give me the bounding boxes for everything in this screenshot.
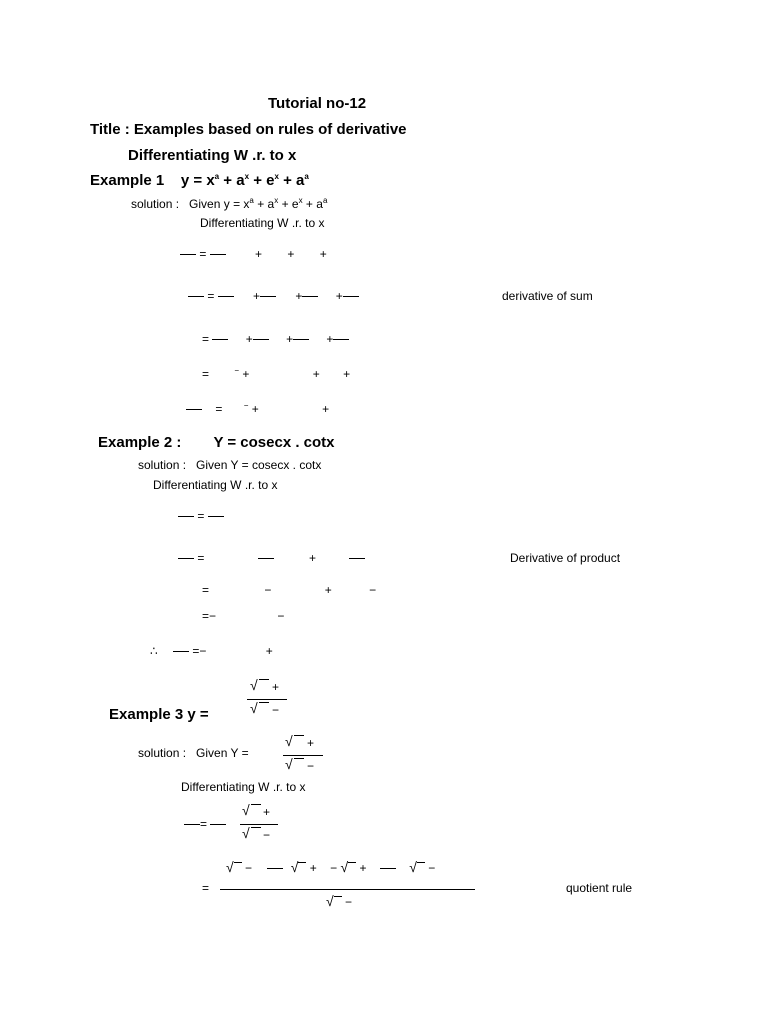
sqrt-symbol: √ <box>285 756 293 772</box>
example-2-heading <box>98 434 335 451</box>
ex1-step-1: = + + + <box>180 247 327 261</box>
ex2-step-4: =− − <box>202 609 285 623</box>
ex1-step-4: = − + + + <box>202 366 351 381</box>
sqrt-symbol: √ <box>242 802 250 818</box>
example-3-diff: Differentiating W .r. to x <box>181 780 306 794</box>
ex3-quotient-denominator: √ − <box>326 893 353 909</box>
sqrt-symbol: √ <box>285 733 293 749</box>
ex1-step-3: = + + + <box>202 332 349 346</box>
ex2-step-5: ∴ =− + <box>150 644 273 658</box>
ex3-quotient-numerator: √ − √ + − √ + √ − <box>226 859 436 875</box>
ex2-step-1: = <box>178 509 224 523</box>
page-title: Title : Examples based on rules of derivative <box>90 121 407 138</box>
ex3-step-1: = <box>184 817 226 831</box>
frac-den-op: − <box>263 828 271 842</box>
ex2-step-3: = − + − <box>202 583 377 597</box>
example-1-diff: Differentiating W .r. to x <box>200 216 325 230</box>
example-1-solution: solution : Given $y = x^a + a^x + e^x + a^a$ <box>131 196 328 211</box>
example-1-label: Example 1 <box>90 172 165 189</box>
ex3-step-2-eq: = <box>202 881 210 895</box>
example-2-label: Example 2 : <box>98 434 182 451</box>
example-1-heading <box>90 172 309 189</box>
ex2-step-2: = + <box>178 551 365 565</box>
frac-den-op: − <box>272 703 280 717</box>
frac-den-op: − <box>307 759 315 773</box>
example-2-solution: solution : Given Y = cosecx . cotx <box>138 458 322 472</box>
page-subtitle: Differentiating W .r. to x <box>128 147 297 164</box>
example-1-equation: $y = x^a + a^x + e^x + a^a$ <box>180 172 309 189</box>
note-quotient-rule: quotient rule <box>566 881 633 895</box>
frac-num-op: + <box>307 736 315 750</box>
frac-num-op: + <box>272 680 280 694</box>
tutorial-number: Tutorial no-12 <box>268 95 367 112</box>
sqrt-symbol: √ <box>242 825 250 841</box>
sqrt-symbol: √ <box>250 677 258 693</box>
note-derivative-of-sum: derivative of sum <box>502 289 593 303</box>
sqrt-symbol: √ <box>250 700 258 716</box>
note-derivative-of-product: Derivative of product <box>510 551 621 565</box>
therefore-symbol: ∴ <box>150 644 158 658</box>
ex1-step-5: = − + + <box>186 401 329 416</box>
example-2-diff: Differentiating W .r. to x <box>153 478 278 492</box>
example-3-solution: solution : Given Y = <box>138 746 249 760</box>
ex1-step-2: = + + + <box>188 289 359 303</box>
example-2-equation: Y = cosecx . cotx <box>213 434 335 451</box>
quotient-fraction-bar <box>220 889 475 890</box>
example-3-heading: Example 3 y = <box>109 706 209 723</box>
frac-num-op: + <box>263 805 271 819</box>
